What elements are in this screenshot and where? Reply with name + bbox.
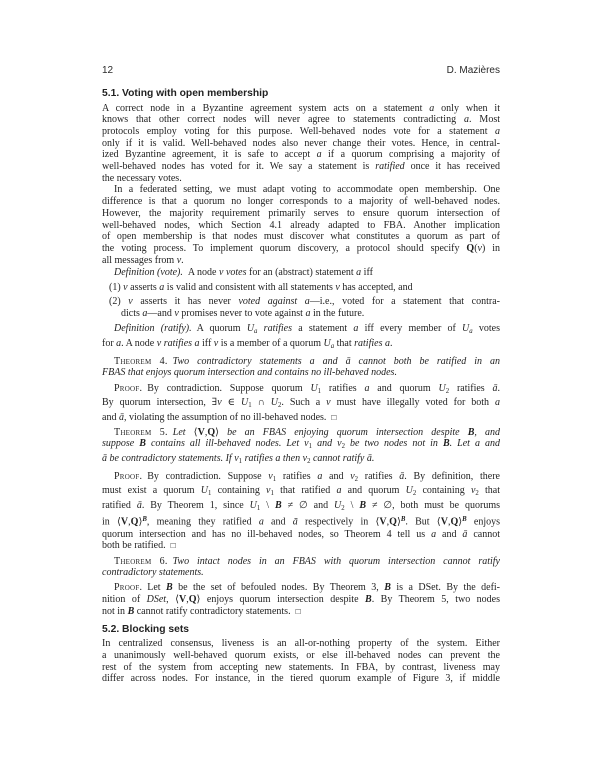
- text-line: In centralized consensus, liveness is an all-or-nothing property of the system. Either: [102, 638, 500, 650]
- page-body: [102, 88, 500, 685]
- page-number: 12: [102, 65, 114, 76]
- definition-ratify: [102, 323, 500, 352]
- theorem-4: [102, 356, 500, 379]
- text-line: Definition (ratify). A quorum Ua ratifies a statement a iff every member of Ua votes: [114, 323, 501, 335]
- text-line: well-behaved nodes has voted for it. We say a statement is ratified once it has received: [102, 161, 500, 173]
- text-line: must exist a quorum U1 containing v1 that ratified a and quorum U2 containing v2 that: [102, 485, 501, 498]
- text-line: A correct node in a Byzantine agreement system acts on a statement a only when it: [102, 102, 500, 114]
- text-line: suppose B contains all ill-behaved nodes. Let v1 and v2 be two nodes not in B. Let a and: [102, 438, 501, 451]
- running-author: D. Mazières: [446, 65, 500, 76]
- text-line: not in B cannot ratify contradictory statements. □: [102, 605, 301, 617]
- text-line: difference is that a quorum no longer corresponds to a majority of well-behaved nodes.: [102, 196, 500, 208]
- text-line: (1) v asserts a is valid and consistent with all statements v has accepted, and: [109, 281, 413, 293]
- text-line: in ⟨V,Q⟩$^B$, meaning they ratified a and ā respectively in ⟨V,Q⟩$^B$. But ⟨V,Q⟩$^B$ enjoys: [102, 516, 501, 528]
- running-header: [102, 65, 500, 77]
- text-line: and ā, violating the assumption of no ill-behaved nodes. □: [102, 411, 337, 423]
- text-line: Proof. By contradiction. Suppose quorum U1 ratifies a and quorum U2 ratifies ā.: [114, 382, 501, 395]
- text-line: of open membership is that nodes must discover what constitutes a quorum as part of: [102, 231, 500, 243]
- theorem-6: [102, 556, 500, 579]
- text-line: However, the majority requirement primarily serves to ensure quorum intersection of: [102, 207, 500, 219]
- text-line: contradictory statements.: [102, 567, 204, 579]
- list-item-2: [102, 296, 500, 319]
- text-line: well-behaved nodes, which Section 4.1 already adapted to FBA. Another implication: [102, 219, 500, 231]
- text-line: quorum intersection and has no ill-behaved nodes, so Theorem 4 tell us a and ā cannot: [102, 528, 501, 540]
- text-line: Theorem 4. Two contradictory statements a and ā cannot both be ratified in an: [114, 355, 500, 367]
- section-5-2-heading: 5.2. Blocking sets: [102, 623, 189, 635]
- theorem-5: [102, 427, 500, 468]
- text-line: dicts a—and v promises never to vote against a in the future.: [121, 307, 365, 319]
- para-byzantine-voting: [102, 103, 500, 185]
- text-line: nition of DSet, ⟨V,Q⟩ enjoys quorum intersection despite B. By Theorem 5, two nodes: [102, 594, 501, 606]
- text-line: (2) v asserts it has never voted against a—i.e., voted for a statement that contra-: [109, 296, 500, 308]
- section-5-1-heading: 5.1. Voting with open membership: [102, 88, 269, 99]
- text-line: a unanimously well-behaved quorum exists, or else ill-behaved nodes can prevent the: [102, 649, 500, 661]
- text-line: By quorum intersection, ∃v ∈ U1 ∩ U2. Such a v must have illegally voted for both a: [102, 397, 501, 409]
- text-line: Theorem 6. Two intact nodes in an FBAS with quorum intersection cannot ratify: [114, 555, 500, 567]
- text-line: Theorem 5. Let ⟨V,Q⟩ be an FBAS enjoying quorum intersection despite B, and: [114, 426, 500, 438]
- text-line: protocols employ voting for this purpose. Well-behaved nodes vote for a statement a: [102, 125, 500, 137]
- text-line: Definition (vote). A node v votes for an (abstract) statement a iff: [114, 266, 373, 278]
- text-line: FBAS that enjoys quorum intersection and contains no ill-behaved nodes.: [102, 367, 397, 379]
- definition-vote: [102, 267, 500, 279]
- proof-theorem-6: [102, 582, 500, 617]
- text-line: both be ratified. □: [102, 540, 176, 552]
- text-line: differ across nodes. For instance, in the tiered quorum example of Figure 3, if middle: [102, 673, 500, 685]
- text-line: the necessary votes.: [102, 172, 182, 184]
- text-line: the voting process. To implement quorum discovery, a protocol should specify Q(v) in: [102, 242, 501, 254]
- text-line: knows that other correct nodes will never agree to statements contradicting a. Most: [102, 114, 500, 126]
- text-line: ā be contradictory statements. If v1 ratifies a then v2 cannot ratify ā.: [102, 452, 375, 465]
- text-line: In a federated setting, we must adapt voting to accommodate open membership. One: [114, 184, 500, 196]
- proof-theorem-5: [102, 471, 500, 552]
- para-federated-voting: [102, 184, 500, 266]
- text-line: all messages from v.: [102, 254, 184, 266]
- text-line: ized Byzantine agreement, it is safe to accept a if a quorum comprising a majority of: [102, 149, 500, 161]
- list-item-1: [102, 282, 500, 294]
- text-line: rest of the system from accepting new statements. In FBA, by contrast, liveness may: [102, 661, 500, 673]
- para-blocking-sets: [102, 638, 500, 685]
- text-line: Proof. Let B be the set of befouled nodes. By Theorem 3, B is a DSet. By the defi-: [114, 582, 501, 594]
- text-line: only if it is valid. Well-behaved nodes also never change their votes. Hence, in central-: [102, 137, 500, 149]
- proof-theorem-4: [102, 383, 500, 424]
- text-line: ratified ā. By Theorem 1, since U1 \ B ≠ ∅ and U2 \ B ≠ ∅, both must be quorums: [102, 499, 501, 512]
- text-line: for a. A node v ratifies a iff v is a member of a quorum Ua that ratifies a.: [102, 337, 393, 350]
- text-line: Proof. By contradiction. Suppose v1 ratifies a and v2 ratifies ā. By definition, there: [114, 470, 500, 483]
